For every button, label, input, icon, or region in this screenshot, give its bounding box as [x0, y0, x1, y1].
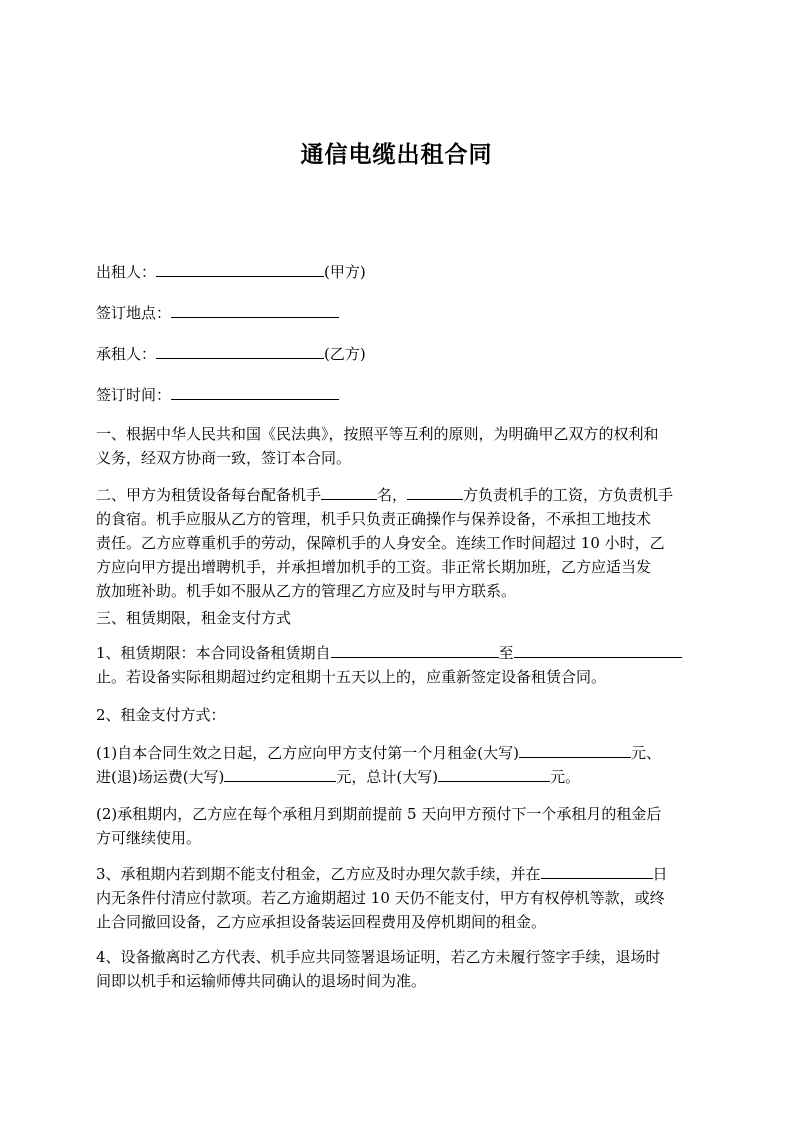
item-1-text: 1、租赁期限：本合同设备租赁期自 [96, 644, 331, 662]
lessor-field [96, 260, 366, 284]
lease-start-blank[interactable] [331, 642, 499, 658]
sign-place-blank[interactable] [171, 302, 339, 318]
lessee-label: 承租人： [96, 345, 157, 363]
item-4-line: 4、设备撤离时乙方代表、机手应共同签署退场证明，若乙方未履行签字手续，退场时 [96, 948, 661, 966]
lessee-field [96, 342, 366, 366]
lessor-suffix: (甲方) [324, 263, 366, 281]
lease-end-blank[interactable] [514, 642, 682, 658]
item-1-line [96, 641, 708, 665]
sub-1-line [96, 741, 708, 765]
item-3-text: 3、承租期内若到期不能支付租金，乙方应及时办理欠款手续，并在 [96, 865, 541, 883]
item-3-line [96, 862, 708, 886]
clause-2-line: 的食宿。机手应服从乙方的管理，机手只负责正确操作与保养设备，不承担工地技术 [96, 510, 652, 528]
lessee-suffix: (乙方) [324, 345, 366, 363]
sign-place-label: 签订地点： [96, 304, 172, 322]
sign-place-field [96, 301, 339, 325]
clause-2-text: 二、甲方为租赁设备每台配备机手 [96, 486, 322, 504]
transport-fee-blank[interactable] [224, 766, 336, 782]
clause-3-item-2: 2、租金支付方式： [96, 706, 226, 724]
first-month-rent-blank[interactable] [519, 742, 631, 758]
item-4-line: 间即以机手和运输师傅共同确认的退场时间为准。 [96, 972, 427, 990]
clause-1-line: 一、根据中华人民共和国《民法典》，按照平等互利的原则，为明确甲乙双方的权利和 [96, 425, 659, 443]
clause-3-item-4 [96, 945, 708, 993]
item-3-line: 止合同撤回设备，乙方应承担设备装运回程费用及停机期间的租金。 [96, 913, 547, 931]
wage-party-blank[interactable] [407, 484, 463, 500]
clause-1 [96, 422, 708, 470]
clause-2-line: 方应向甲方提出增聘机手，并承担增加机手的工资。非正常长期加班，乙方应适当发 [96, 558, 652, 576]
sign-time-label: 签订时间： [96, 386, 172, 404]
clause-2-text: 方负责机手的工资，方负责机手 [463, 486, 674, 504]
rent-sub-2 [96, 802, 708, 850]
clause-2-line: 放加班补助。机手如不服从乙方的管理乙方应及时与甲方联系。 [96, 582, 517, 600]
lessor-label: 出租人： [96, 263, 157, 281]
clause-1-line: 义务，经双方协商一致，签订本合同。 [96, 449, 352, 467]
sub-2-line: (2)承租期内，乙方应在每个承租月到期前提前 5 天向甲方预付下一个承租月的租金后 [96, 805, 662, 823]
operator-count-blank[interactable] [321, 484, 377, 500]
total-amount-blank[interactable] [438, 766, 550, 782]
sub-1-text: (1)自本合同生效之日起，乙方应向甲方支付第一个月租金(大写) [96, 744, 519, 762]
clause-3-item-1 [96, 641, 708, 689]
clause-2-line [96, 483, 708, 507]
clause-3-item-3 [96, 862, 708, 934]
payment-days-blank[interactable] [541, 863, 653, 879]
clause-2-text: 名， [377, 486, 408, 504]
sub-1-text: 进(退)场运费(大写) [96, 768, 225, 786]
item-3-line: 内无条件付清应付款项。若乙方逾期超过 10 天仍不能支付，甲方有权停机等款，或终 [96, 889, 665, 907]
item-1-text: 至 [498, 644, 514, 662]
rent-sub-1 [96, 741, 708, 789]
sub-1-text: 元、 [630, 744, 661, 762]
document-title: 通信电缆出租合同 [300, 142, 493, 168]
clause-3-heading: 三、租赁期限，租金支付方式 [96, 609, 292, 627]
sub-1-text: 元，总计(大写) [336, 768, 439, 786]
item-3-text: 日 [652, 865, 668, 883]
sub-1-text: 元。 [550, 768, 581, 786]
clause-2 [96, 483, 708, 603]
sub-2-line: 方可继续使用。 [96, 829, 202, 847]
clause-2-line: 责任。乙方应尊重机手的劳动，保障机手的人身安全。连续工作时间超过 10 小时，乙 [96, 534, 665, 552]
lessee-blank[interactable] [156, 343, 324, 359]
item-1-line: 止。若设备实际租期超过约定租期十五天以上的，应重新签定设备租赁合同。 [96, 668, 607, 686]
lessor-blank[interactable] [156, 261, 324, 277]
sign-time-blank[interactable] [171, 384, 339, 400]
sub-1-line [96, 765, 708, 789]
sign-time-field [96, 383, 339, 407]
